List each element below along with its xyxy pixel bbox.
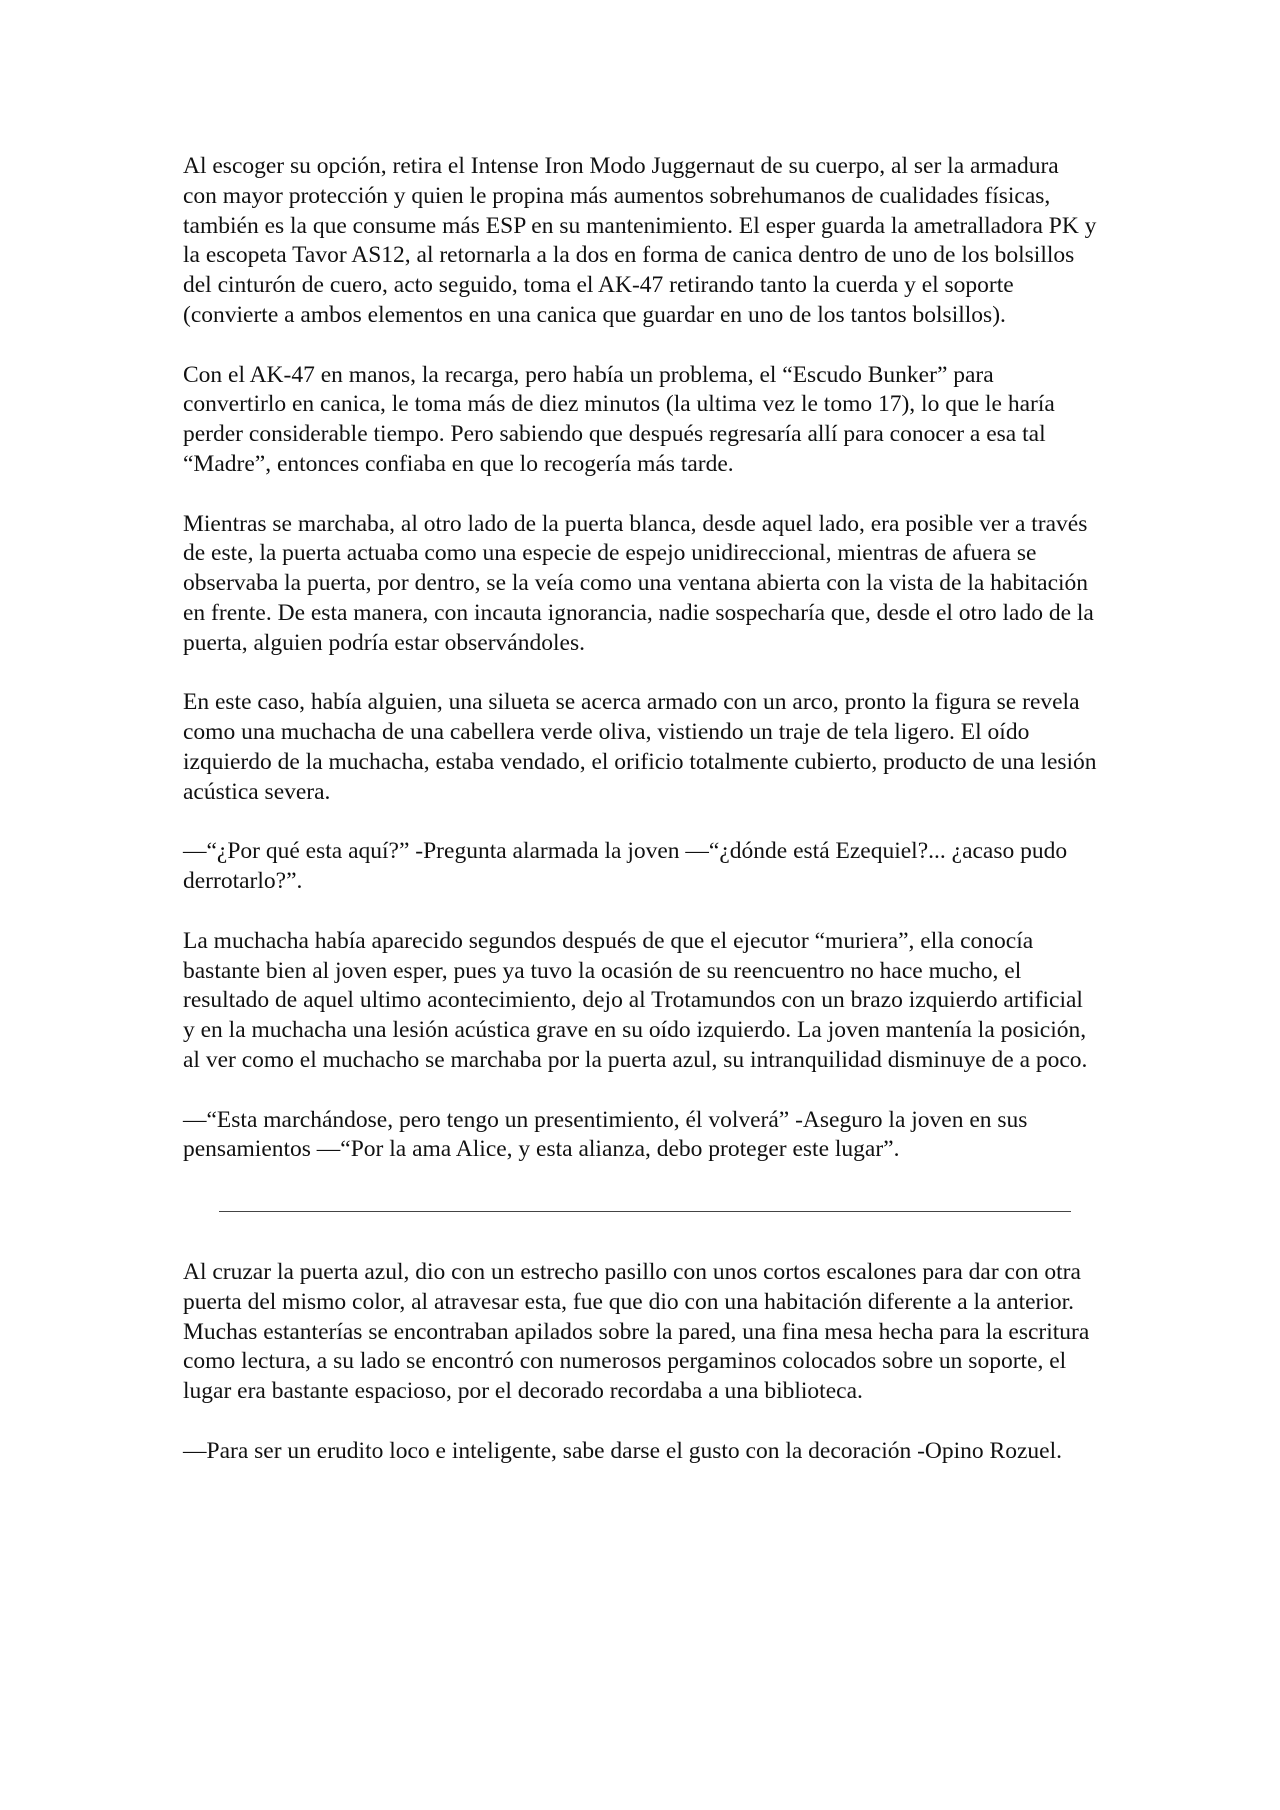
paragraph-dialogue-question: —“¿Por qué esta aquí?” -Pregunta alarmada la joven —“¿dónde está Ezequiel?... ¿acaso pudo derrotarlo?”. <box>183 838 1068 895</box>
paragraph-white-door: Mientras se marchaba, al otro lado de la puerta blanca, desde aquel lado, era posible ver a través de este, la puerta actuaba como una especie de espejo unidireccional, mientras de afuera se observaba la puerta, por dentro, se la veía como una ventana abierta con la vista de la habitación en frente. De esta manera, con incauta ignorancia, nadie sospecharía que, desde el otro lado de la puerta, alguien podría estar observándoles. <box>183 510 1094 656</box>
paragraph-ak47-reload: Con el AK-47 en manos, la recarga, pero había un problema, el “Escudo Bunker” para convertirlo en canica, le toma más de diez minutos (la ultima vez le tomo 17), lo que le haría perder considerable tiempo. Pero sabiendo que después regresaría allí para conocer a esa tal “Madre”, entonces confiaba en que lo recogería más tarde. <box>183 361 1055 477</box>
section-separator <box>219 1211 1071 1212</box>
paragraph-rozuel-opinion: —Para ser un erudito loco e inteligente, sabe darse el gusto con la decoración -Opino Rozuel. <box>183 1437 1063 1464</box>
section-after-break <box>183 1258 1098 1467</box>
paragraph-girl-background: La muchacha había aparecido segundos después de que el ejecutor “muriera”, ella conocía bastante bien al joven esper, pues ya tuvo la ocasión de su reencuentro no hace mucho, el resultado de aquel ultimo acontecimiento, dejo al Trotamundos con un brazo izquierdo artificial y en la muchacha una lesión acústica grave en su oído izquierdo. La joven mantenía la posición, al ver como el muchacho se marchaba por la puerta azul, su intranquilidad disminuye de a poco. <box>183 927 1088 1073</box>
document-body <box>183 152 1098 1496</box>
paragraph-silhouette: En este caso, había alguien, una silueta se acerca armado con un arco, pronto la figura se revela como una muchacha de una cabellera verde oliva, vistiendo un traje de tela ligero. El oído izquierdo de la muchacha, estaba vendado, el orificio totalmente cubierto, producto de una lesión acústica severa. <box>183 689 1097 805</box>
paragraph-armor-removal: Al escoger su opción, retira el Intense Iron Modo Juggernaut de su cuerpo, al ser la armadura con mayor protección y quien le propina más aumentos sobrehumanos de cualidades físicas, también es la que consume más ESP en su mantenimiento. El esper guarda la ametralladora PK y la escopeta Tavor AS12, al retornarla a la dos en forma de canica dentro de uno de los bolsillos del cinturón de cuero, acto seguido, toma el AK-47 retirando tanto la cuerda y el soporte (convierte a ambos elementos en una canica que guardar en uno de los tantos bolsillos). <box>183 153 1097 328</box>
paragraph-blue-door: Al cruzar la puerta azul, dio con un estrecho pasillo con unos cortos escalones para dar con otra puerta del mismo color, al atravesar esta, fue que dio con una habitación diferente a la anterior. Muchas estanterías se encontraban apilados sobre la pared, una fina mesa hecha para la escritura como lectura, a su lado se encontró con numerosos pergaminos colocados sobre un soporte, el lugar era bastante espacioso, por el decorado recordaba a una biblioteca. <box>183 1259 1090 1405</box>
paragraph-dialogue-thoughts: —“Esta marchándose, pero tengo un presentimiento, él volverá” -Aseguro la joven en sus pensamientos —“Por la ama Alice, y esta alianza, debo proteger este lugar”. <box>183 1106 1028 1163</box>
